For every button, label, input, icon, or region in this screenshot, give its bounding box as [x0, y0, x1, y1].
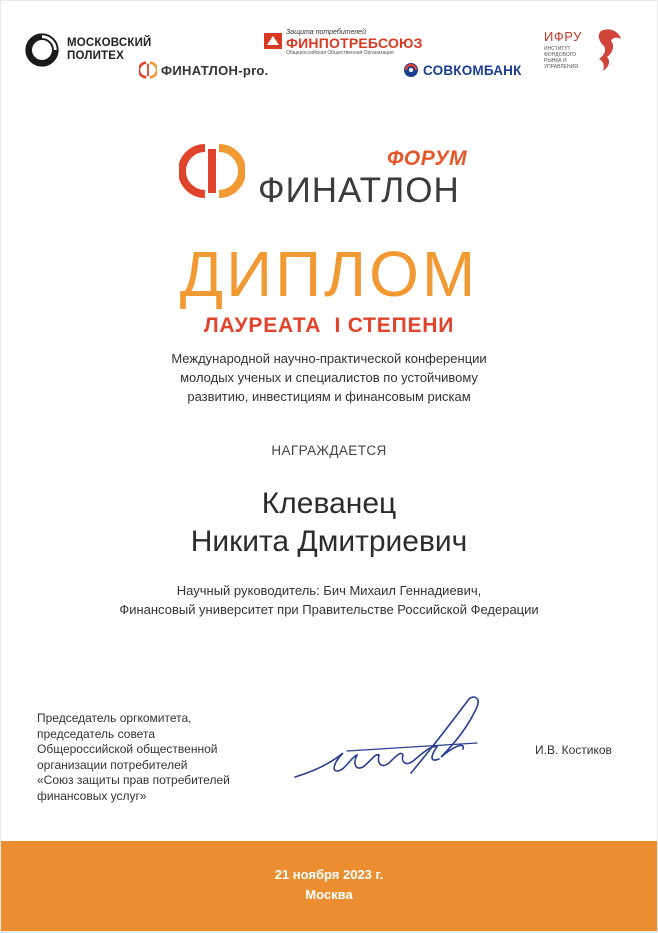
finpotrebsoyuz-sub: Общероссийская Общественная Организация [286, 50, 394, 56]
finatlon-pro-logo [139, 61, 269, 79]
conference-description [1, 349, 657, 406]
ifru-sub: ИНСТИТУТ ФОНДОВОГО РЫНКА И УПРАВЛЕНИЯ [544, 46, 578, 70]
ifru-logo [544, 29, 590, 70]
position-line-1: Председатель оргкомитета, [37, 711, 192, 725]
recipient-name [1, 485, 657, 561]
position-line-6: финансовых услуг» [37, 788, 147, 803]
position-line-4: организации потребителей [37, 757, 188, 772]
diploma-title: ДИПЛОМ [179, 238, 479, 310]
handwritten-signature [291, 691, 501, 791]
mospolytech-logo [23, 31, 152, 69]
forum-label: ФОРУМ [387, 147, 468, 170]
sovcombank-text: СОВКОМБАНК [423, 62, 522, 78]
position-line-2: председатель совета [37, 726, 155, 741]
description-line-2: молодых ученых и специалистов по устойчивому [180, 370, 478, 385]
sovcombank-icon [403, 62, 419, 78]
recipient-surname: Клеванец [261, 487, 397, 520]
description-line-1: Международной научно-практической конференции [171, 351, 487, 366]
footer-band [1, 841, 657, 931]
forum-name: ФИНАТЛОН [258, 171, 460, 210]
supervisor-info [1, 581, 657, 619]
ifru-name: ИФРУ [544, 29, 582, 44]
finpotrebsoyuz-main: ФИНПОТРЕБСОЮЗ [286, 35, 423, 51]
finpotrebsoyuz-emblem-icon [263, 29, 283, 51]
awarded-label: НАГРАЖДАЕТСЯ [271, 443, 387, 458]
finatlon-pro-text: ФИНАТЛОН-pro. [161, 62, 269, 78]
mospolytech-line1: МОСКОВСКИЙ [67, 37, 152, 49]
ifru-horse-icon [591, 27, 625, 73]
forum-finatlon-mark-icon [179, 143, 245, 199]
supervisor-line-1: Научный руководитель: Бич Михаил Геннадиевич, [176, 583, 482, 598]
recipient-given-names: Никита Дмитриевич [190, 525, 468, 558]
mospolytech-ring-icon [23, 31, 61, 69]
sovcombank-logo [403, 62, 522, 78]
diploma-page [1, 1, 657, 931]
supervisor-line-2: Финансовый университет при Правительстве Российской Федерации [119, 602, 539, 617]
event-city: Москва [305, 887, 353, 902]
signatory-name: И.В. Костиков [535, 743, 612, 757]
finatlon-mark-icon [139, 61, 157, 79]
position-line-3: Общероссийской общественной [37, 742, 218, 756]
position-line-5: «Союз защиты прав потребителей [37, 773, 230, 787]
description-line-3: развитию, инвестициям и финансовым рискам [187, 389, 471, 404]
signatory-position [37, 711, 230, 804]
finpotrebsoyuz-top: Защита потребителей [286, 29, 366, 36]
event-date: 21 ноября 2023 г. [274, 867, 384, 882]
diploma-subtitle: ЛАУРЕАТА I СТЕПЕНИ [203, 314, 455, 337]
mospolytech-text [67, 37, 152, 63]
mospolytech-line2: ПОЛИТЕХ [67, 50, 125, 62]
finpotrebsoyuz-logo [263, 29, 423, 56]
